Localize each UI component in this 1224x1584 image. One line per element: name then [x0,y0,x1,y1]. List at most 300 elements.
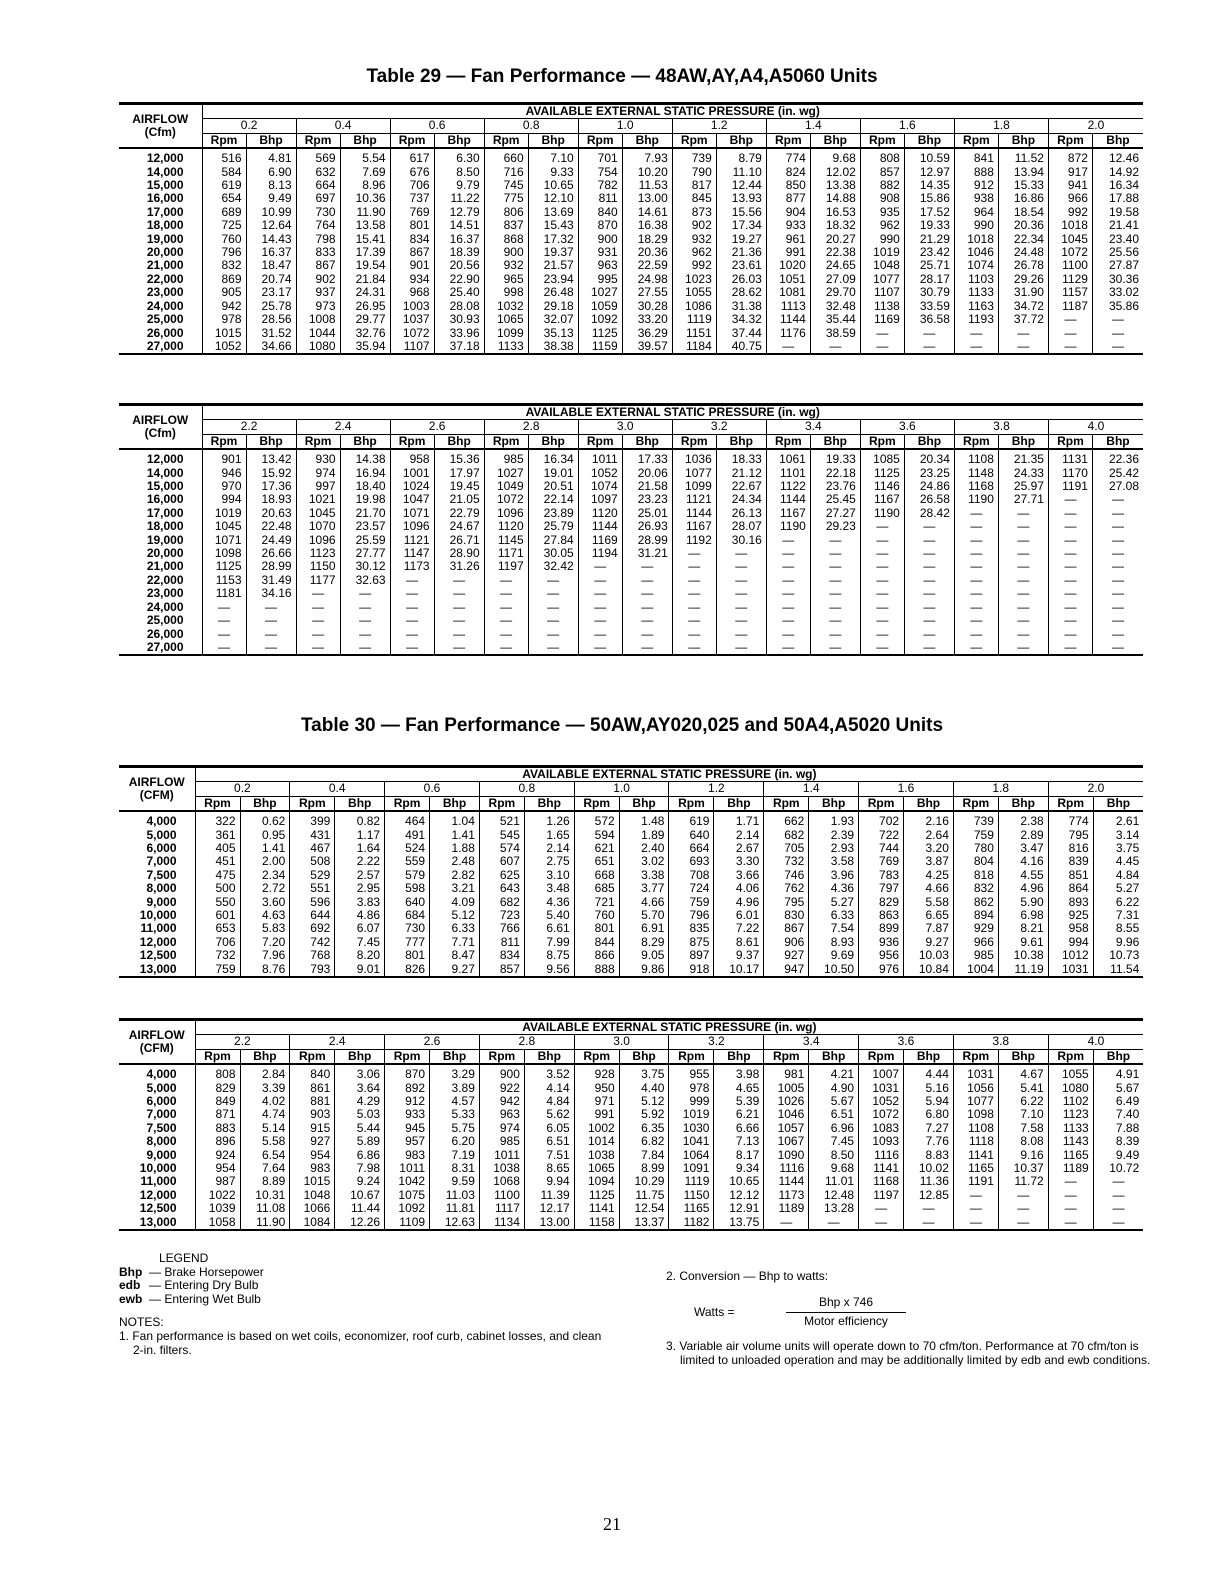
table-row [119,587,1143,600]
bhp-value: 19.33 [810,449,860,466]
rpm-column-header: Rpm [385,1049,430,1064]
bhp-value: 3.38 [619,869,669,882]
rpm-value: 832 [953,882,998,895]
rpm-value: 464 [385,811,430,828]
bhp-value: 1.48 [619,811,669,828]
table-row [119,882,1143,895]
bhp-value: 28.99 [246,560,296,573]
bhp-value: 13.00 [622,192,672,205]
bhp-value: 6.07 [335,922,385,935]
rpm-value: 745 [484,179,528,192]
bhp-value: 26.03 [716,273,766,286]
bhp-value: 4.86 [335,909,385,922]
rpm-value: 617 [390,148,434,165]
pressure-column-header: 2.8 [484,420,578,434]
bhp-value: 3.14 [1115,828,1140,842]
bhp-value: 5.58 [904,896,954,909]
rpm-value: 796 [202,246,246,259]
rpm-value: 966 [1048,192,1092,205]
table-row [119,493,1143,506]
pressure-column-header: 1.8 [954,119,1048,133]
bhp-value: — [810,547,860,560]
rpm-value: 774 [1048,811,1093,828]
airflow-value: 21,000 [119,560,202,573]
rpm-value: — [954,628,998,641]
rpm-value: — [296,614,340,627]
airflow-value: 12,000 [119,1189,195,1202]
rpm-value: — [672,547,716,560]
rpm-value: 912 [385,1095,430,1108]
rpm-value: — [1048,1175,1093,1188]
airflow-value: 13,000 [119,963,195,977]
bhp-value: 26.95 [340,300,390,313]
airflow-value: 26,000 [119,628,202,641]
rpm-value: 1045 [202,520,246,533]
rpm-value: 963 [479,1108,524,1121]
bhp-column-header: Bhp [716,434,766,449]
bhp-value: 5.62 [524,1108,574,1121]
bhp-value: — [1111,560,1124,574]
rpm-column-header: Rpm [954,133,998,148]
bhp-value: 7.27 [904,1122,954,1135]
bhp-value: 4.96 [998,882,1048,895]
rpm-value: 1143 [1048,1135,1093,1148]
rpm-value: 760 [574,909,619,922]
bhp-value: 1.17 [335,829,385,842]
pressure-column-header: 0.6 [385,782,480,796]
bhp-value: — [904,547,954,560]
rpm-value: — [954,327,998,340]
bhp-value: — [246,641,296,655]
table-row [119,246,1143,259]
bhp-value: 22.36 [1108,452,1139,467]
table-row [119,449,1143,466]
rpm-value: 1030 [669,1122,714,1135]
rpm-value: 1173 [764,1189,809,1202]
bhp-value: 14.38 [340,449,390,466]
rpm-value: 697 [296,192,340,205]
rpm-value: 579 [385,869,430,882]
rpm-value: — [1048,313,1092,326]
rpm-value: — [953,1216,998,1230]
rpm-value: 861 [290,1082,335,1095]
bhp-value: 4.74 [240,1108,290,1121]
rpm-value: 759 [953,829,998,842]
rpm-value: 653 [195,922,240,935]
pressure-column-header: 2.4 [296,420,390,434]
bhp-value: 20.56 [434,259,484,272]
rpm-value: 1153 [202,574,246,587]
bhp-column-header: Bhp [714,796,764,811]
bhp-value: 3.52 [524,1064,574,1081]
bhp-value: 4.06 [714,882,764,895]
pressure-column-header: 3.4 [766,420,860,434]
bhp-value: 6.54 [240,1149,290,1162]
rpm-value: 782 [578,179,622,192]
rpm-value: — [766,641,810,655]
bhp-column-header: Bhp [434,133,484,148]
rpm-column-header: Rpm [1048,133,1092,148]
bhp-value: 12.54 [619,1202,669,1215]
rpm-value: 1100 [479,1189,524,1202]
bhp-value: 5.12 [430,909,480,922]
table-row [119,842,1143,855]
rpm-value: 1094 [574,1175,619,1188]
rpm-value: 998 [484,286,528,299]
bhp-value: — [622,641,672,655]
table30-title: Table 30 — Fan Performance — 50AW,AY020,025 and 50A4,A5020 Units [300,715,944,736]
rpm-value: 1038 [574,1149,619,1162]
pressure-column-header: 0.4 [296,119,390,133]
bhp-value: 27.55 [622,286,672,299]
bhp-value: 14.35 [904,179,954,192]
rpm-value: — [1048,641,1092,655]
bhp-value: 29.18 [528,300,578,313]
bhp-value: 12.02 [810,166,860,179]
rpm-value: 1072 [390,327,434,340]
bhp-value: 4.45 [1115,855,1140,869]
bhp-value: — [904,560,954,573]
pressure-column-header: 0.8 [479,782,574,796]
rpm-value: 1184 [672,340,716,354]
rpm-value: 1157 [1048,286,1092,299]
bhp-value: 2.93 [809,842,859,855]
bhp-value: 5.70 [619,909,669,922]
rpm-value: 1101 [766,467,810,480]
bhp-value: 1.04 [430,811,480,828]
bhp-value: 1.26 [524,811,574,828]
bhp-value: 12.97 [904,166,954,179]
bhp-value: 7.84 [619,1149,669,1162]
bhp-value: 1.64 [335,842,385,855]
rpm-value: 990 [954,219,998,232]
bhp-value: 20.63 [246,507,296,520]
bhp-value: 25.71 [904,259,954,272]
rpm-value: 1039 [195,1202,240,1215]
table-row [119,219,1143,232]
pressure-column-header: 2.6 [390,420,484,434]
bhp-value: — [716,628,766,641]
bhp-value: — [810,641,860,655]
bhp-value: 3.48 [524,882,574,895]
bhp-value: 4.63 [240,909,290,922]
rpm-column-header: Rpm [860,434,904,449]
bhp-value: 11.22 [434,192,484,205]
bhp-value: 31.21 [622,547,672,560]
rpm-value: 1197 [484,560,528,573]
airflow-unit: (CFM) [139,788,174,803]
bhp-value: 7.40 [1115,1108,1140,1122]
rpm-value: 866 [574,949,619,962]
bhp-value: 10.67 [335,1189,385,1202]
bhp-value: 4.65 [714,1082,764,1095]
rpm-value: 1165 [1048,1149,1093,1162]
rpm-value: 1167 [766,507,810,520]
airflow-value: 22,000 [119,574,202,587]
bhp-value: 17.39 [340,246,390,259]
bhp-value: 6.51 [524,1135,574,1148]
bhp-value: 5.40 [524,909,574,922]
rpm-value: 1031 [1048,963,1093,977]
bhp-value: 24.67 [434,520,484,533]
bhp-value: 8.50 [434,166,484,179]
table-row [119,614,1143,627]
bhp-value: — [810,587,860,600]
rpm-value: 1150 [669,1189,714,1202]
bhp-value: 9.59 [430,1175,480,1188]
bhp-value: 22.59 [622,259,672,272]
table-row [119,1216,1143,1230]
bhp-value: 22.48 [246,520,296,533]
rpm-value: 992 [672,259,716,272]
bhp-value: 37.44 [716,327,766,340]
rpm-value: 619 [669,811,714,828]
bhp-value: — [528,601,578,614]
rpm-value: 994 [1048,936,1093,949]
rpm-value: 601 [195,909,240,922]
bhp-value: 30.36 [1108,272,1139,286]
rpm-value: — [202,641,246,655]
rpm-value: 932 [672,233,716,246]
rpm-value: — [390,614,434,627]
rpm-value: 966 [953,936,998,949]
airflow-value: 8,000 [119,882,195,895]
rpm-value: 1072 [1048,246,1092,259]
bhp-value: 5.39 [714,1095,764,1108]
rpm-value: — [1048,493,1092,506]
rpm-value: 551 [290,882,335,895]
bhp-value: 2.39 [809,829,859,842]
bhp-value: 8.55 [1115,922,1140,936]
rpm-value: 1022 [195,1189,240,1202]
bhp-value: 30.12 [340,560,390,573]
bhp-value: — [998,1202,1048,1215]
bhp-value: — [904,534,954,547]
rpm-value: 732 [764,855,809,868]
bhp-value: 8.96 [340,179,390,192]
rpm-value: 1177 [296,574,340,587]
rpm-value: 902 [672,219,716,232]
bhp-value: 11.10 [716,166,766,179]
rpm-column-header: Rpm [766,133,810,148]
rpm-value: 598 [385,882,430,895]
bhp-value: 5.92 [619,1108,669,1121]
bhp-value: 10.73 [1109,949,1140,963]
bhp-value: 5.89 [335,1135,385,1148]
bhp-value: 6.05 [524,1122,574,1135]
table-row [119,179,1143,192]
bhp-value: 1.41 [430,829,480,842]
bhp-value: — [810,628,860,641]
rpm-value: 521 [479,811,524,828]
airflow-value: 24,000 [119,300,202,313]
rpm-value: — [954,560,998,573]
bhp-value: 30.16 [716,534,766,547]
rpm-value: — [1048,628,1092,641]
bhp-column-header: Bhp [1093,1049,1143,1064]
bhp-value: 4.21 [809,1064,859,1081]
airflow-unit: (Cfm) [144,426,176,441]
bhp-value: — [904,520,954,533]
table-row [119,206,1143,219]
rpm-column-header: Rpm [953,1049,998,1064]
bhp-value: 15.33 [998,179,1048,192]
rpm-value: 857 [479,963,524,977]
rpm-value: 798 [296,233,340,246]
formula-denominator: Motor efficiency [804,1314,888,1328]
rpm-value: 900 [479,1064,524,1081]
bhp-value: 12.17 [524,1202,574,1215]
rpm-value: 1099 [672,480,716,493]
rpm-value: 625 [479,869,524,882]
rpm-value: — [296,628,340,641]
rpm-value: 1117 [479,1202,524,1215]
rpm-value: 983 [290,1162,335,1175]
rpm-value: 1171 [484,547,528,560]
bhp-value: 6.01 [714,909,764,922]
rpm-value: 930 [296,449,340,466]
bhp-value: 35.86 [1108,299,1139,313]
rpm-value: 1121 [672,493,716,506]
rpm-value: 1120 [484,520,528,533]
rpm-value: 906 [764,936,809,949]
pressure-column-header: 3.0 [574,1035,669,1049]
rpm-column-header: Rpm [202,133,246,148]
rpm-value: — [954,507,998,520]
bhp-value: 27.77 [340,547,390,560]
bhp-value: — [904,628,954,641]
airflow-value: 19,000 [119,233,202,246]
bhp-value: 8.65 [524,1162,574,1175]
notes-right [666,1269,1151,1367]
table-row [119,811,1143,828]
rpm-value: 801 [385,949,430,962]
bhp-value: 16.34 [1108,179,1139,193]
table-row [119,1162,1143,1175]
table-row [119,1082,1143,1095]
rpm-value: 991 [766,246,810,259]
table-row [119,896,1143,909]
bhp-value: 25.42 [1108,466,1139,480]
rpm-value: 1181 [202,587,246,600]
rpm-value: 892 [385,1082,430,1095]
pressure-column-header: 2.0 [1048,119,1143,133]
bhp-value: — [434,587,484,600]
rpm-value: 795 [764,896,809,909]
bhp-value: 18.40 [340,480,390,493]
bhp-value: 20.51 [528,480,578,493]
rpm-value: 962 [860,219,904,232]
rpm-value: 783 [859,869,904,882]
rpm-value: 1044 [296,327,340,340]
rpm-value: 811 [578,192,622,205]
bhp-value: — [622,601,672,614]
bhp-value: — [622,614,672,627]
rpm-value: 491 [385,829,430,842]
bhp-value: — [810,534,860,547]
bhp-value: 33.59 [904,300,954,313]
rpm-value: 1133 [484,340,528,354]
bhp-value: 18.32 [810,219,860,232]
rpm-column-header: Rpm [1048,796,1093,811]
rpm-value: 990 [860,233,904,246]
rpm-value: 768 [290,949,335,962]
bhp-value: — [716,641,766,655]
table-row [119,1095,1143,1108]
rpm-value: 1090 [764,1149,809,1162]
bhp-value: 28.08 [434,300,484,313]
table-row [119,922,1143,935]
bhp-value: 16.53 [810,206,860,219]
rpm-value: 662 [764,811,809,828]
bhp-value: 4.57 [430,1095,480,1108]
bhp-value: 19.37 [528,246,578,259]
bhp-value: 9.68 [809,1162,859,1175]
rpm-column-header: Rpm [484,133,528,148]
bhp-value: 24.34 [716,493,766,506]
bhp-value: 10.99 [246,206,296,219]
rpm-value: 640 [669,829,714,842]
bhp-value: — [904,327,954,340]
airflow-value: 7,500 [119,1122,195,1135]
table-row [119,628,1143,641]
bhp-value: — [810,601,860,614]
bhp-value: 34.66 [246,340,296,354]
bhp-value: 10.36 [340,192,390,205]
rpm-value: 1182 [669,1216,714,1230]
rpm-value: 873 [672,206,716,219]
rpm-value: 983 [385,1149,430,1162]
bhp-value: 29.23 [810,520,860,533]
rpm-value: — [764,1216,809,1230]
bhp-value: 9.27 [904,936,954,949]
bhp-value: 24.49 [246,534,296,547]
bhp-value: 23.57 [340,520,390,533]
rpm-value: 978 [669,1082,714,1095]
rpm-value: 845 [672,192,716,205]
bhp-value: 3.75 [1115,842,1140,856]
rpm-value: 1138 [860,300,904,313]
bhp-value: 17.34 [716,219,766,232]
rpm-value: 721 [574,896,619,909]
rpm-value: 1024 [390,480,434,493]
bhp-value: 6.30 [434,148,484,165]
rpm-value: 664 [296,179,340,192]
rpm-value: — [578,601,622,614]
bhp-value: 27.08 [1108,480,1139,494]
bhp-value: 5.58 [240,1135,290,1148]
bhp-column-header: Bhp [619,1049,669,1064]
rpm-value: 942 [479,1095,524,1108]
bhp-value: — [998,340,1048,354]
bhp-value: — [810,560,860,573]
bhp-value: 0.82 [335,811,385,828]
bhp-value: 4.96 [714,896,764,909]
rpm-value: 1081 [766,286,810,299]
rpm-value: 1170 [1048,467,1092,480]
rpm-value: 947 [764,963,809,977]
bhp-value: 10.50 [809,963,859,977]
rpm-value: 1168 [859,1175,904,1188]
rpm-column-header: Rpm [578,434,622,449]
bhp-value: 3.60 [240,896,290,909]
bhp-value: — [1112,1202,1125,1216]
bhp-value: 23.23 [622,493,672,506]
rpm-value: 759 [195,963,240,977]
rpm-value: 1083 [859,1122,904,1135]
airflow-label: AIRFLOW [128,1028,185,1043]
bhp-value: 3.39 [240,1082,290,1095]
